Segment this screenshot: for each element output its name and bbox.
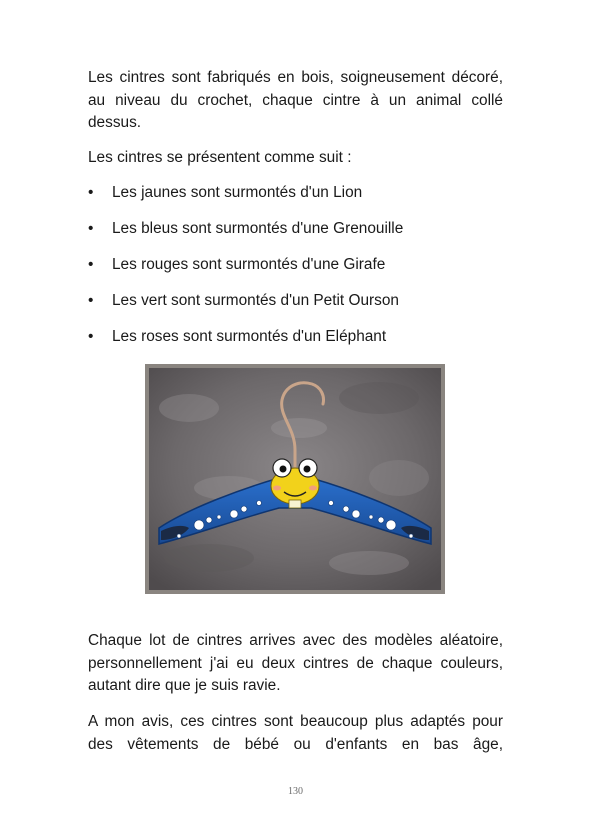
paragraph-opinion: A mon avis, ces cintres sont beaucoup plus adaptés pour des vêtements de bébé ou d'enfants en bas âge, (88, 713, 503, 753)
frog-hanger-illustration (149, 368, 441, 590)
bullet-point: • (88, 256, 94, 273)
hanger-color-list (88, 182, 503, 362)
list-item-text: Les rouges sont surmontés d'une Girafe (112, 256, 386, 273)
bullet-point: • (88, 328, 94, 345)
paragraph-list-intro: Les cintres se présentent comme suit : (88, 149, 352, 166)
list-item-text: Les vert sont surmontés d'un Petit Ourson (112, 292, 399, 309)
hanger-photo (145, 364, 445, 594)
list-item (88, 290, 503, 326)
bullet-point: • (88, 184, 94, 201)
paragraph-received-models: Chaque lot de cintres arrives avec des modèles aléatoire, personnellement j'ai eu deux cintres de chaque couleurs, autant dire que je suis ravie. (88, 632, 503, 694)
list-item (88, 254, 503, 290)
list-item (88, 182, 503, 218)
list-item-text: Les bleus sont surmontés d'une Grenouille (112, 220, 404, 237)
bullet-point: • (88, 220, 94, 237)
list-item-text: Les jaunes sont surmontés d'un Lion (112, 184, 363, 201)
bullet-point: • (88, 292, 94, 309)
page-number: 130 (288, 786, 303, 797)
paragraph-hanger-description: Les cintres sont fabriqués en bois, soigneusement décoré, au niveau du crochet, chaque cintre à un animal collé dessus. (88, 69, 503, 131)
list-item (88, 326, 503, 362)
list-item (88, 218, 503, 254)
list-item-text: Les roses sont surmontés d'un Eléphant (112, 328, 387, 345)
